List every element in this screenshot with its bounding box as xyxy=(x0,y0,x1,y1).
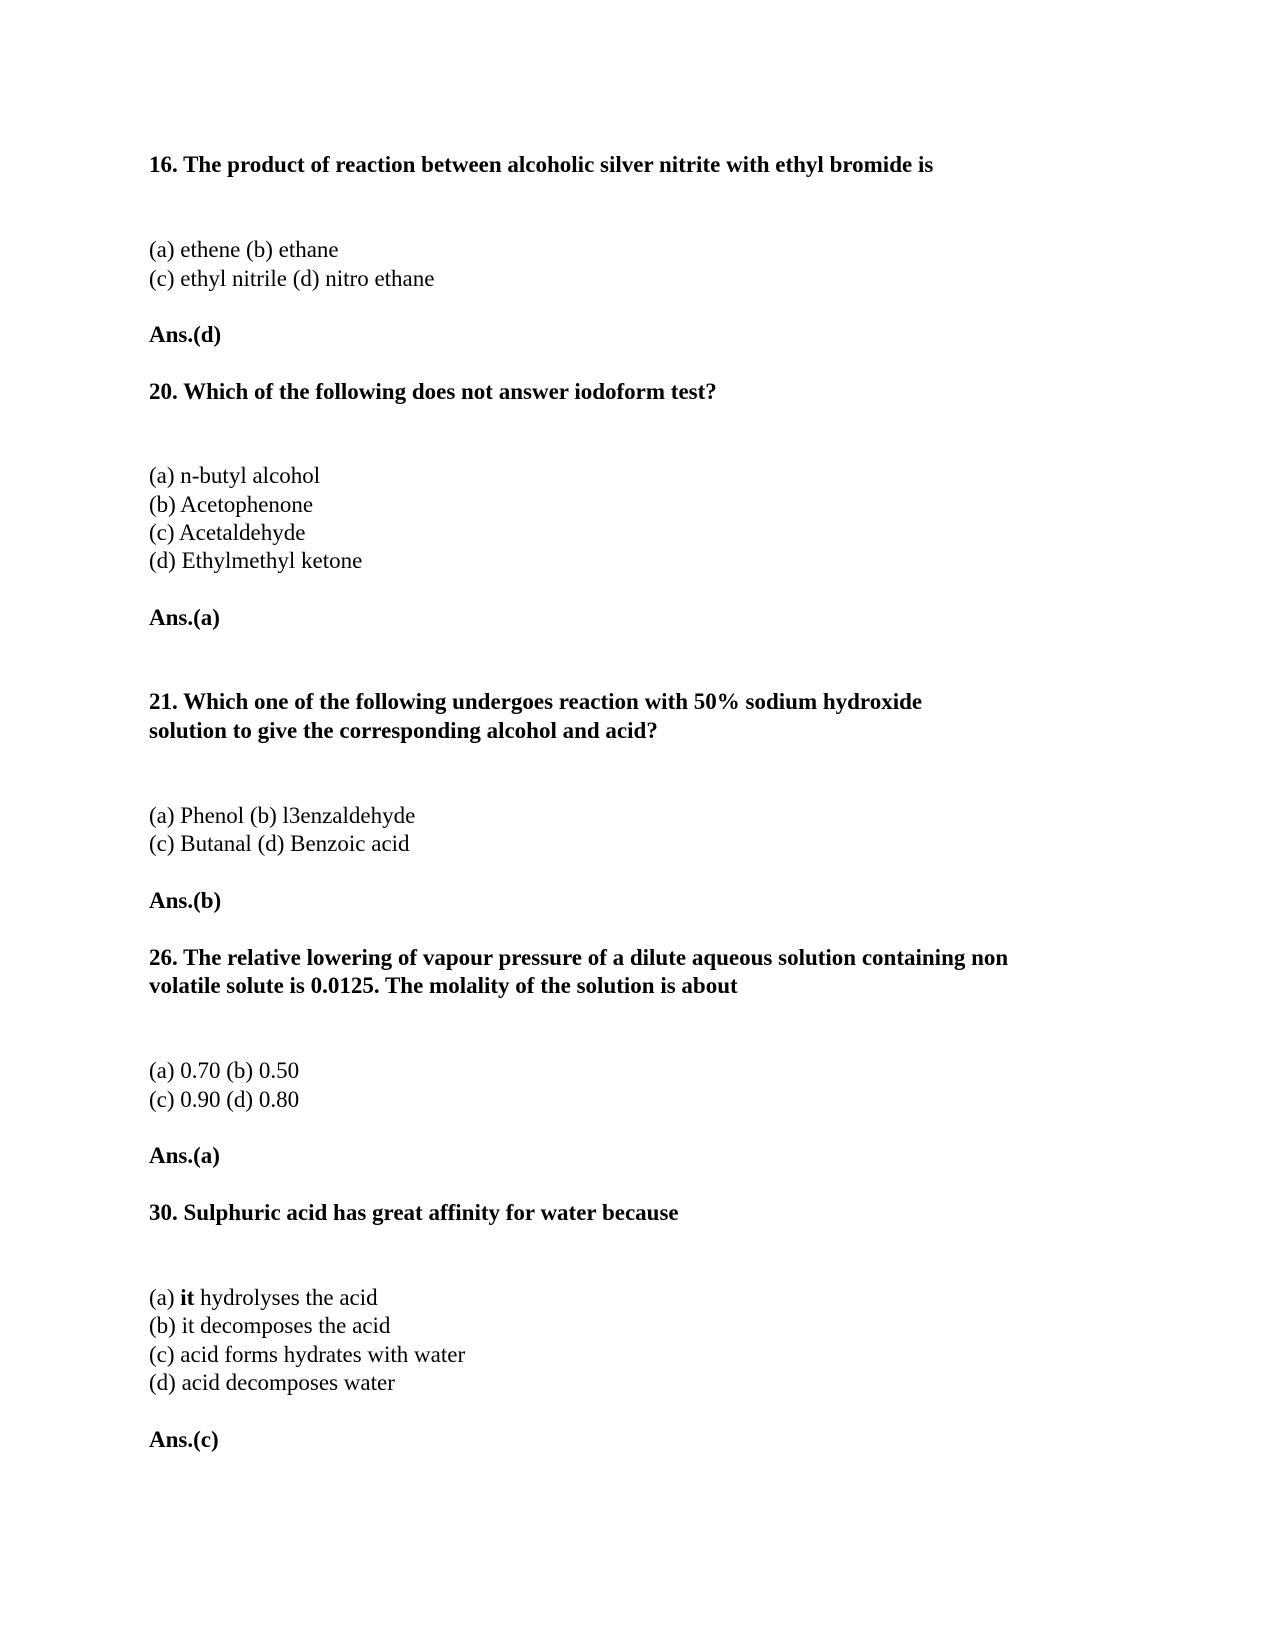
question-30-option-a-prefix: (a) xyxy=(149,1285,181,1310)
question-21-answer: Ans.(b) xyxy=(149,888,222,913)
question-16-option-line-1: (a) ethene (b) ethane xyxy=(149,237,339,262)
question-20-answer: Ans.(a) xyxy=(149,605,220,630)
question-21-text-line-2: solution to give the corresponding alcohol and acid? xyxy=(149,718,658,743)
question-30-option-d: (d) acid decomposes water xyxy=(149,1370,395,1395)
question-20-option-d: (d) Ethylmethyl ketone xyxy=(149,548,363,573)
question-30-option-b: (b) it decomposes the acid xyxy=(149,1313,391,1338)
question-21-option-line-2: (c) Butanal (d) Benzoic acid xyxy=(149,831,410,856)
question-30-option-a-rest: hydrolyses the acid xyxy=(194,1285,378,1310)
question-26-text-line-2: volatile solute is 0.0125. The molality of the solution is about xyxy=(149,973,738,998)
question-20-option-b: (b) Acetophenone xyxy=(149,492,314,517)
question-16-answer: Ans.(d) xyxy=(149,322,222,347)
question-30-option-c: (c) acid forms hydrates with water xyxy=(149,1342,466,1367)
question-30-text: 30. Sulphuric acid has great affinity for water because xyxy=(149,1200,679,1225)
question-20-option-a: (a) n-butyl alcohol xyxy=(149,463,321,488)
question-16-option-line-2: (c) ethyl nitrile (d) nitro ethane xyxy=(149,266,435,291)
question-26-answer: Ans.(a) xyxy=(149,1143,220,1168)
question-20-text: 20. Which of the following does not answer iodoform test? xyxy=(149,379,717,404)
question-30-option-a xyxy=(149,1283,378,1312)
question-26-option-line-1: (a) 0.70 (b) 0.50 xyxy=(149,1058,300,1083)
question-20-option-c: (c) Acetaldehyde xyxy=(149,520,306,545)
question-26-text-line-1: 26. The relative lowering of vapour pressure of a dilute aqueous solution containing non xyxy=(149,945,1009,970)
question-30-answer: Ans.(c) xyxy=(149,1427,219,1452)
question-16-text: 16. The product of reaction between alcoholic silver nitrite with ethyl bromide is xyxy=(149,152,934,177)
question-21-text-line-1: 21. Which one of the following undergoes reaction with 50% sodium hydroxide xyxy=(149,689,923,714)
question-26-option-line-2: (c) 0.90 (d) 0.80 xyxy=(149,1087,300,1112)
question-21-option-line-1: (a) Phenol (b) l3enzaldehyde xyxy=(149,803,416,828)
question-30-option-a-bold: it xyxy=(180,1285,195,1310)
